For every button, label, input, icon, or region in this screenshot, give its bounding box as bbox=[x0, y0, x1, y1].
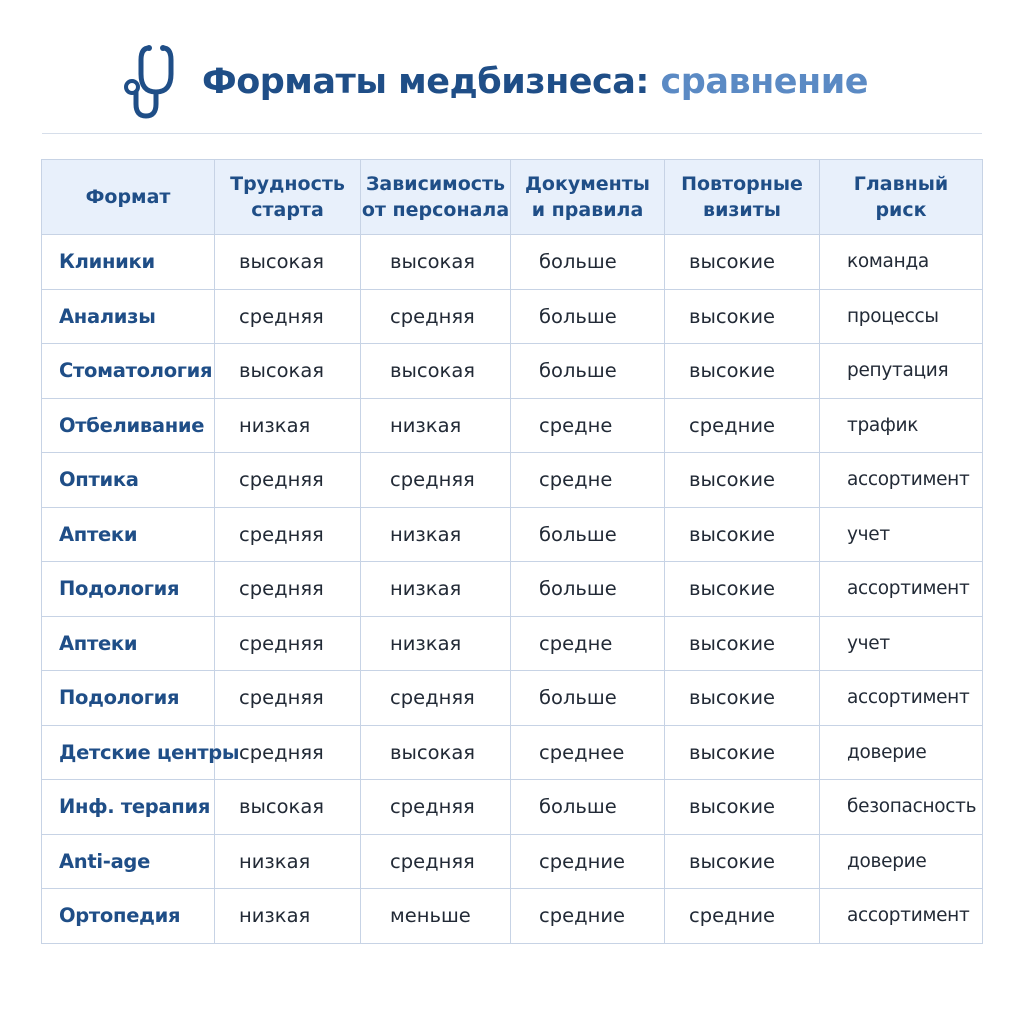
value-cell: средняя bbox=[215, 562, 361, 617]
value-cell: ассортимент bbox=[820, 562, 983, 617]
value-cell: средняя bbox=[215, 453, 361, 508]
header-row bbox=[42, 160, 983, 235]
format-name-cell: Ортопедия bbox=[42, 889, 215, 944]
value-cell: средняя bbox=[215, 507, 361, 562]
value-cell: высокие bbox=[665, 289, 820, 344]
comparison-table bbox=[41, 159, 983, 944]
value-cell: высокая bbox=[215, 780, 361, 835]
page-title bbox=[202, 62, 868, 102]
value-cell: репутация bbox=[820, 344, 983, 399]
value-cell: средние bbox=[511, 889, 665, 944]
column-header-4: Повторные визиты bbox=[665, 160, 820, 235]
value-cell: низкая bbox=[361, 507, 511, 562]
table-row bbox=[42, 507, 983, 562]
value-cell: высокая bbox=[361, 725, 511, 780]
value-cell: команда bbox=[820, 235, 983, 290]
format-name-cell: Стоматология bbox=[42, 344, 215, 399]
value-cell: больше bbox=[511, 344, 665, 399]
column-header-1: Трудность старта bbox=[215, 160, 361, 235]
value-cell: средняя bbox=[361, 453, 511, 508]
value-cell: высокие bbox=[665, 671, 820, 726]
format-name-cell: Аптеки bbox=[42, 616, 215, 671]
value-cell: средне bbox=[511, 453, 665, 508]
value-cell: больше bbox=[511, 562, 665, 617]
table-row bbox=[42, 616, 983, 671]
value-cell: низкая bbox=[361, 616, 511, 671]
format-name-cell: Подология bbox=[42, 562, 215, 617]
table-row bbox=[42, 344, 983, 399]
column-header-5: Главный риск bbox=[820, 160, 983, 235]
value-cell: высокие bbox=[665, 235, 820, 290]
value-cell: низкая bbox=[361, 562, 511, 617]
value-cell: средние bbox=[665, 398, 820, 453]
value-cell: меньше bbox=[361, 889, 511, 944]
value-cell: высокая bbox=[361, 235, 511, 290]
value-cell: низкая bbox=[361, 398, 511, 453]
value-cell: высокие bbox=[665, 453, 820, 508]
value-cell: средне bbox=[511, 398, 665, 453]
format-name-cell: Инф. терапия bbox=[42, 780, 215, 835]
value-cell: учет bbox=[820, 507, 983, 562]
value-cell: средние bbox=[665, 889, 820, 944]
value-cell: высокие bbox=[665, 834, 820, 889]
format-name-cell: Отбеливание bbox=[42, 398, 215, 453]
format-name-cell: Аптеки bbox=[42, 507, 215, 562]
column-header-3: Документы и правила bbox=[511, 160, 665, 235]
value-cell: высокие bbox=[665, 344, 820, 399]
format-name-cell: Анализы bbox=[42, 289, 215, 344]
value-cell: средние bbox=[511, 834, 665, 889]
format-name-cell: Оптика bbox=[42, 453, 215, 508]
title-accent: сравнение bbox=[660, 62, 868, 102]
value-cell: средняя bbox=[361, 780, 511, 835]
value-cell: среднее bbox=[511, 725, 665, 780]
column-header-0: Формат bbox=[42, 160, 215, 235]
table-row bbox=[42, 671, 983, 726]
format-name-cell: Подология bbox=[42, 671, 215, 726]
table-row bbox=[42, 889, 983, 944]
stethoscope-icon bbox=[118, 40, 198, 124]
table-row bbox=[42, 562, 983, 617]
value-cell: ассортимент bbox=[820, 671, 983, 726]
value-cell: высокая bbox=[215, 344, 361, 399]
table-body bbox=[42, 235, 983, 944]
table-row bbox=[42, 725, 983, 780]
value-cell: больше bbox=[511, 780, 665, 835]
table-row bbox=[42, 453, 983, 508]
value-cell: высокие bbox=[665, 780, 820, 835]
value-cell: низкая bbox=[215, 889, 361, 944]
value-cell: доверие bbox=[820, 725, 983, 780]
table-row bbox=[42, 398, 983, 453]
format-name-cell: Клиники bbox=[42, 235, 215, 290]
table-header bbox=[42, 160, 983, 235]
format-name-cell: Детские центры bbox=[42, 725, 215, 780]
value-cell: средне bbox=[511, 616, 665, 671]
value-cell: ассортимент bbox=[820, 889, 983, 944]
value-cell: ассортимент bbox=[820, 453, 983, 508]
value-cell: безопасность bbox=[820, 780, 983, 835]
value-cell: процессы bbox=[820, 289, 983, 344]
value-cell: средняя bbox=[215, 616, 361, 671]
page-header bbox=[118, 40, 868, 124]
value-cell: средняя bbox=[215, 289, 361, 344]
table-row bbox=[42, 235, 983, 290]
header-divider bbox=[42, 133, 982, 134]
value-cell: средняя bbox=[361, 289, 511, 344]
value-cell: высокие bbox=[665, 725, 820, 780]
column-header-2: Зависимость от персонала bbox=[361, 160, 511, 235]
value-cell: средняя bbox=[215, 725, 361, 780]
value-cell: доверие bbox=[820, 834, 983, 889]
value-cell: низкая bbox=[215, 398, 361, 453]
value-cell: высокие bbox=[665, 507, 820, 562]
value-cell: больше bbox=[511, 671, 665, 726]
value-cell: высокая bbox=[215, 235, 361, 290]
value-cell: средняя bbox=[215, 671, 361, 726]
value-cell: средняя bbox=[361, 671, 511, 726]
value-cell: трафик bbox=[820, 398, 983, 453]
value-cell: больше bbox=[511, 507, 665, 562]
value-cell: средняя bbox=[361, 834, 511, 889]
table-row bbox=[42, 289, 983, 344]
value-cell: учет bbox=[820, 616, 983, 671]
value-cell: низкая bbox=[215, 834, 361, 889]
value-cell: больше bbox=[511, 289, 665, 344]
value-cell: больше bbox=[511, 235, 665, 290]
value-cell: высокая bbox=[361, 344, 511, 399]
table-row bbox=[42, 780, 983, 835]
title-main: Форматы медбизнеса: bbox=[202, 62, 649, 102]
value-cell: высокие bbox=[665, 562, 820, 617]
value-cell: высокие bbox=[665, 616, 820, 671]
format-name-cell: Anti-age bbox=[42, 834, 215, 889]
table-row bbox=[42, 834, 983, 889]
